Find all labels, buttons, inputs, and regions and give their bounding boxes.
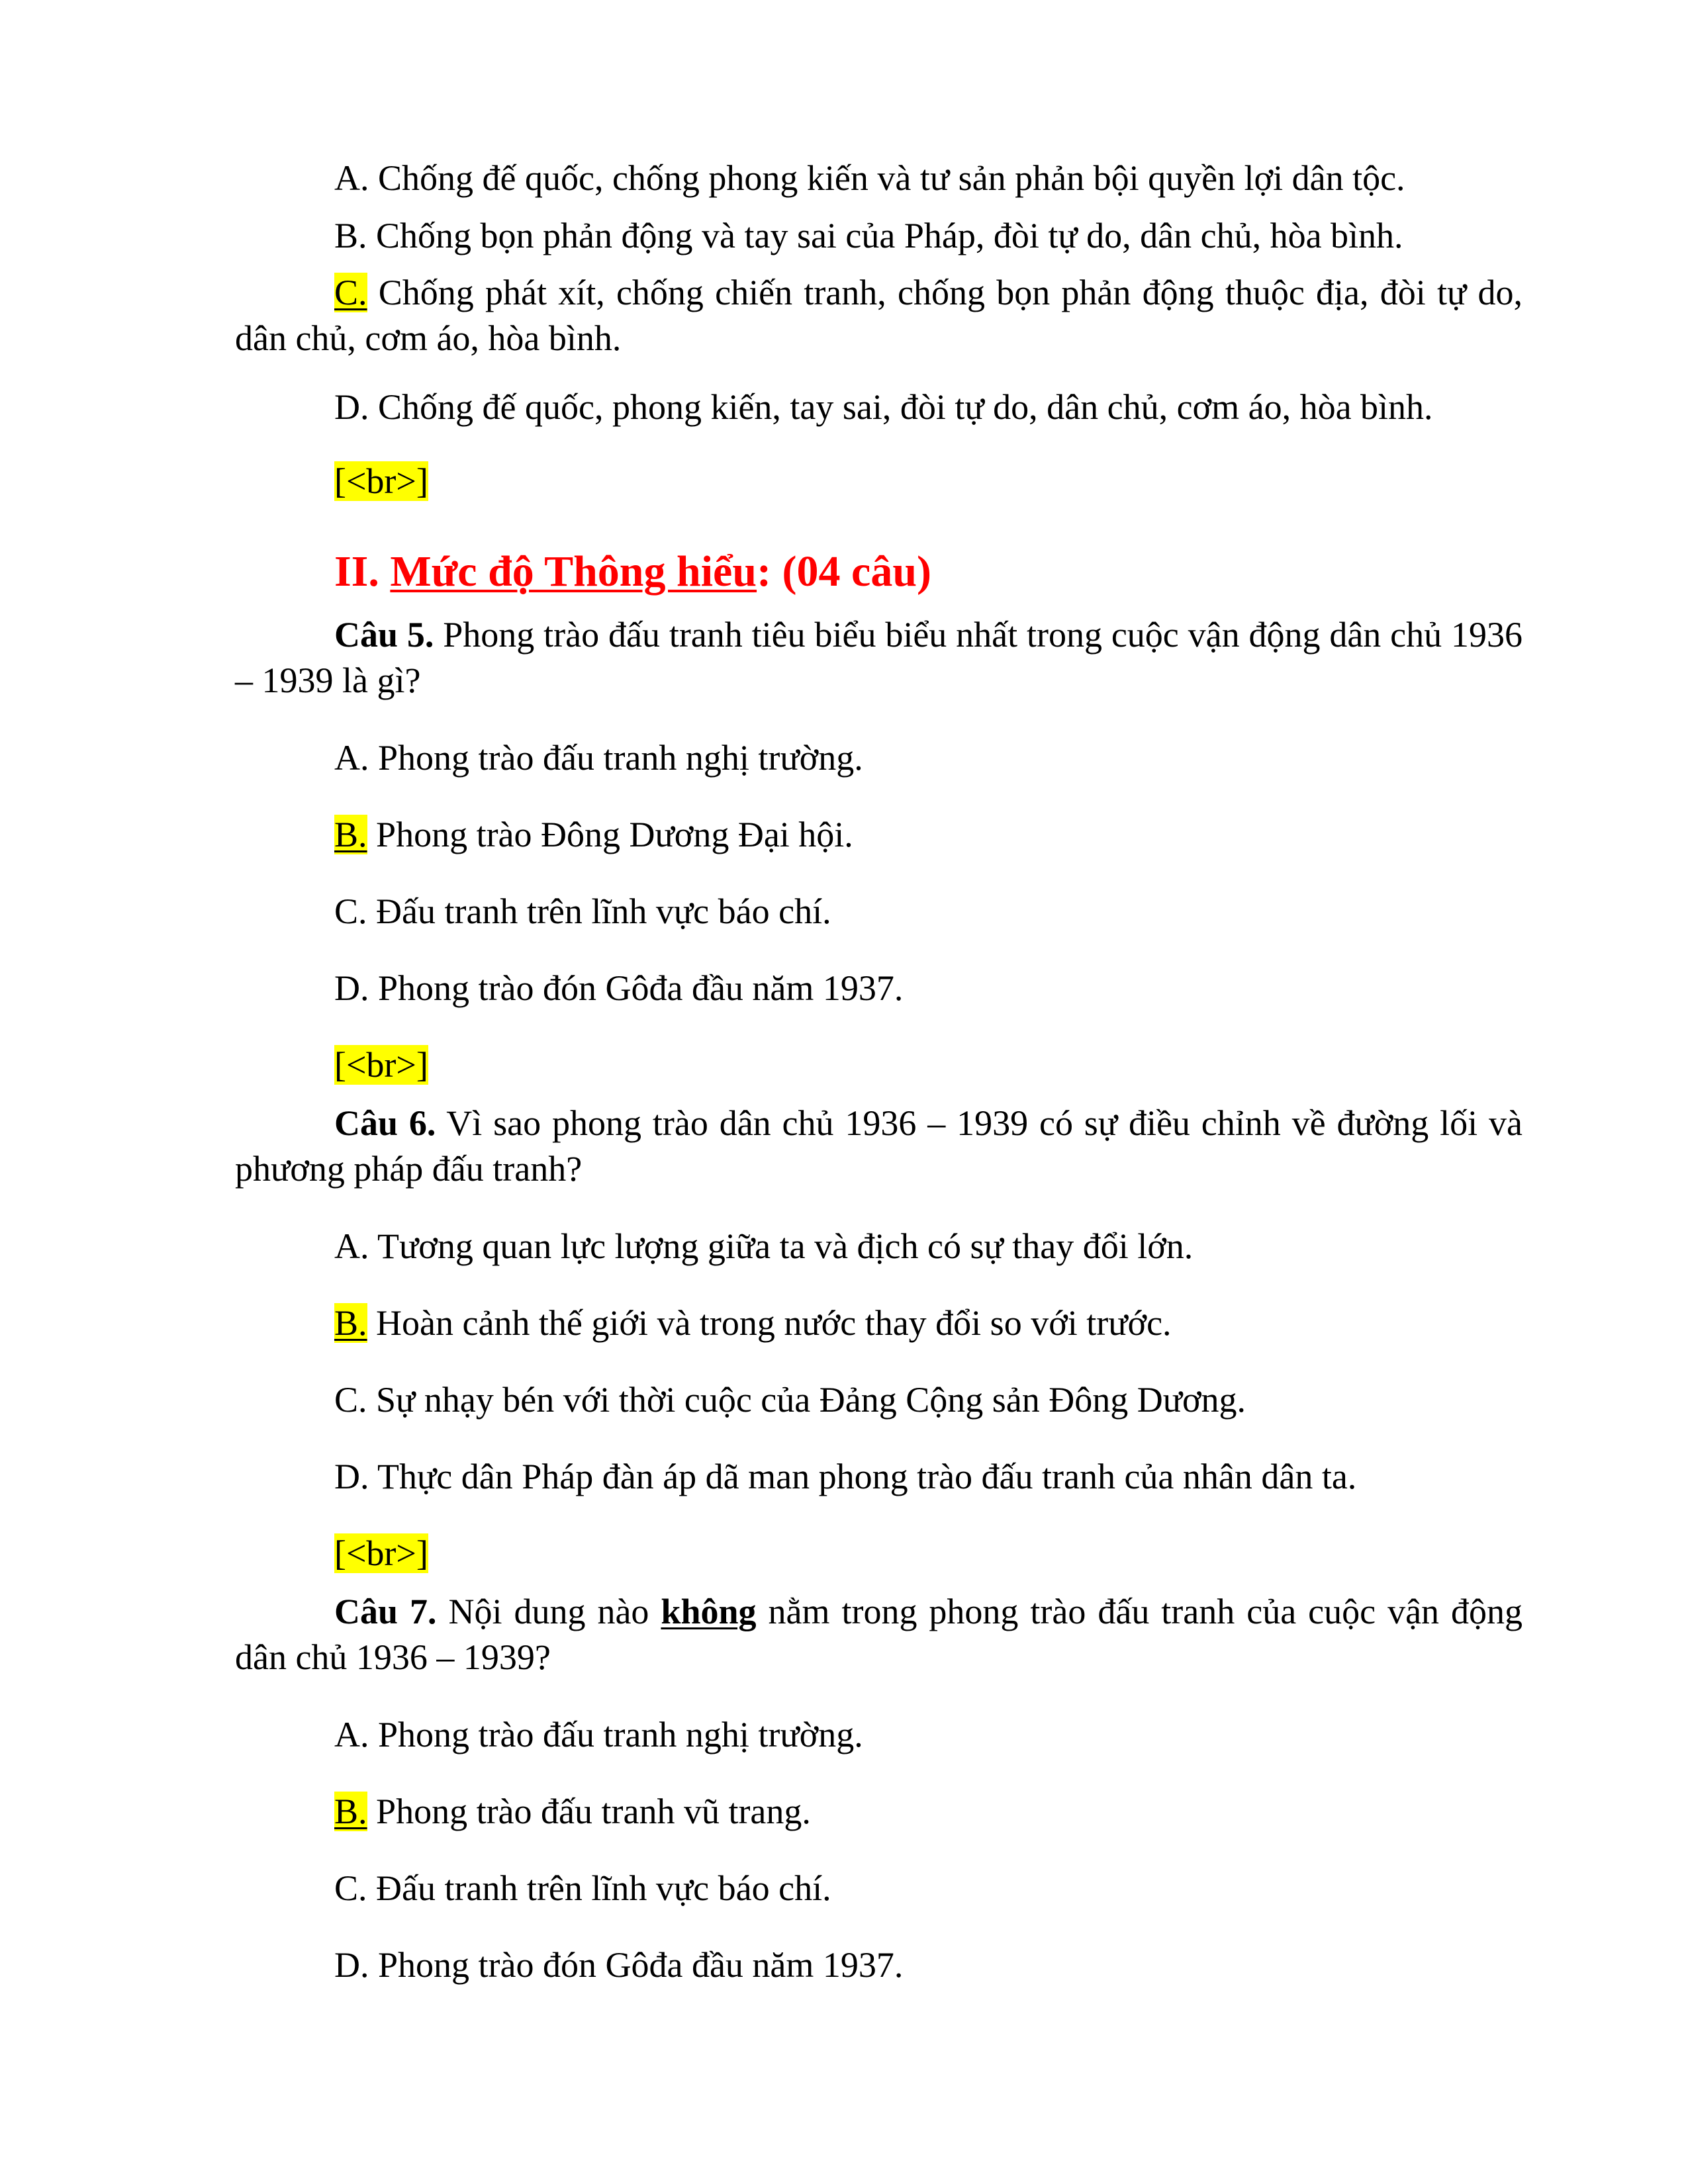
- q5-option-d: D. Phong trào đón Gôđa đầu năm 1937.: [334, 968, 904, 1008]
- q5-option-c: C. Đấu tranh trên lĩnh vực báo chí.: [334, 891, 831, 931]
- question-6: [235, 1101, 1523, 1191]
- break-marker: [235, 1531, 1523, 1576]
- break-marker-text: [<br>]: [334, 1045, 428, 1085]
- break-marker: [235, 459, 1523, 504]
- intro-option-c-text: Chống phát xít, chống chiến tranh, chống bọn phản động thuộc địa, đòi tự do, dân chủ, cơm áo, hòa bình.: [235, 273, 1523, 358]
- correct-answer-marker: B.: [334, 1792, 367, 1831]
- question-label: Câu 7.: [334, 1592, 437, 1631]
- break-marker-text: [<br>]: [334, 1533, 428, 1573]
- question-label: Câu 6.: [334, 1103, 436, 1143]
- correct-answer-marker: B.: [334, 1303, 367, 1343]
- q6-option-c: C. Sự nhạy bén với thời cuộc của Đảng Cộng sản Đông Dương.: [334, 1380, 1246, 1420]
- question-text: Phong trào đấu tranh tiêu biểu biểu nhất trong cuộc vận động dân chủ 1936 – 1939 là gì?: [235, 615, 1523, 700]
- q6-option-b-text: Hoàn cảnh thế giới và trong nước thay đổi so với trước.: [367, 1303, 1172, 1343]
- question-text: Vì sao phong trào dân chủ 1936 – 1939 có sự điều chỉnh về đường lối và phương pháp đấu tranh?: [235, 1103, 1523, 1189]
- section-heading: [235, 544, 1523, 600]
- q7-option-d: D. Phong trào đón Gôđa đầu năm 1937.: [334, 1945, 904, 1985]
- intro-option-d: D. Chống đế quốc, phong kiến, tay sai, đòi tự do, dân chủ, cơm áo, hòa bình.: [334, 387, 1433, 427]
- q6-option-d: D. Thực dân Pháp đàn áp dã man phong trào đấu tranh của nhân dân ta.: [334, 1457, 1357, 1496]
- question-text-before: Nội dung nào: [436, 1592, 661, 1631]
- q7-option-c: C. Đấu tranh trên lĩnh vực báo chí.: [334, 1868, 831, 1908]
- section-numeral: II.: [334, 547, 379, 596]
- question-emphasis: không: [661, 1592, 757, 1631]
- correct-answer-marker: B.: [334, 815, 367, 854]
- q7-option-a: A. Phong trào đấu tranh nghị trường.: [334, 1715, 863, 1754]
- intro-option-b: B. Chống bọn phản động và tay sai của Pháp, đòi tự do, dân chủ, hòa bình.: [334, 216, 1403, 255]
- q6-option-b: [235, 1300, 1523, 1346]
- q5-option-a: A. Phong trào đấu tranh nghị trường.: [334, 738, 863, 778]
- q7-option-b: [235, 1789, 1523, 1835]
- q5-option-b: [235, 812, 1523, 858]
- intro-option-c: [235, 270, 1523, 361]
- question-text-after: nằm trong phong trào đấu tranh của cuộc vận động dân chủ 1936 – 1939?: [235, 1592, 1523, 1677]
- intro-option-a: A. Chống đế quốc, chống phong kiến và tư sản phản bội quyền lợi dân tộc.: [334, 158, 1405, 198]
- section-title: Mức độ Thông hiểu: [390, 547, 757, 596]
- question-5: [235, 612, 1523, 703]
- correct-answer-marker: C.: [334, 273, 367, 312]
- q6-option-a: A. Tương quan lực lượng giữa ta và địch có sự thay đổi lớn.: [334, 1226, 1194, 1266]
- section-suffix: : (04 câu): [757, 547, 931, 596]
- question-7: [235, 1589, 1523, 1680]
- break-marker-text: [<br>]: [334, 461, 428, 501]
- break-marker: [235, 1042, 1523, 1088]
- q7-option-b-text: Phong trào đấu tranh vũ trang.: [367, 1792, 811, 1831]
- q5-option-b-text: Phong trào Đông Dương Đại hội.: [367, 815, 853, 854]
- question-label: Câu 5.: [334, 615, 434, 655]
